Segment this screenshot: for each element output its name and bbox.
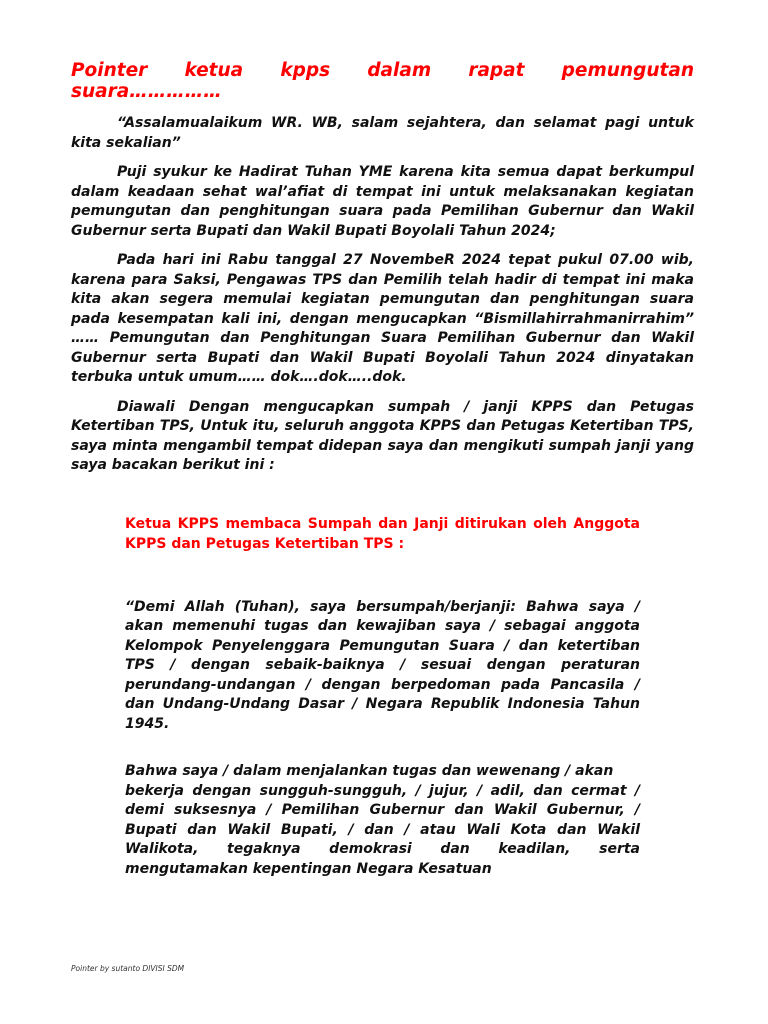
oath-section bbox=[125, 514, 640, 880]
document-page bbox=[71, 60, 694, 879]
oath-paragraph-2 bbox=[125, 762, 640, 879]
opening-paragraph: Pada hari ini Rabu tanggal 27 NovembeR 2024 tepat pukul 07.00 wib, karena para Saksi, Pengawas TPS dan Pemilih telah hadir di tempat ini maka kita akan segera memulai kegiatan pemungutan dan penghitungan suara pada kesempatan kali ini, dengan mengucapkan “Bismillahirrahmanirrahim” …… Pemungutan dan Penghitungan Suara Pemilihan Gubernur dan Wakil Gubernur serta Bupati dan Wakil Bupati Boyolali Tahun 2024 dinyatakan terbuka untuk umum…… dok….dok…..dok. bbox=[71, 252, 694, 385]
document-title: Pointer ketua kpps dalam rapat pemungutan suara…………… bbox=[71, 60, 694, 102]
oath-instruction: Ketua KPPS membaca Sumpah dan Janji ditirukan oleh Anggota KPPS dan Petugas Ketertiban TPS : bbox=[125, 515, 640, 552]
oath-paragraph-2-line-1: Bahwa saya / dalam menjalankan tugas dan wewenang / akan bbox=[125, 763, 614, 779]
gratitude-paragraph: Puji syukur ke Hadirat Tuhan YME karena kita semua dapat berkumpul dalam keadaan sehat wal’afiat di tempat ini untuk melaksanakan kegiatan pemungutan dan penghitungan suara pada Pemilihan Gubernur dan Wakil Gubernur serta Bupati dan Wakil Bupati Boyolali Tahun 2024; bbox=[71, 164, 694, 239]
page-footer: Pointer by sutanto DIVISI SDM bbox=[71, 964, 185, 973]
greeting-paragraph: “Assalamualaikum WR. WB, salam sejahtera, dan selamat pagi untuk kita sekalian” bbox=[71, 115, 694, 151]
oath-intro-paragraph: Diawali Dengan mengucapkan sumpah / janji KPPS dan Petugas Ketertiban TPS, Untuk itu, seluruh anggota KPPS dan Petugas Ketertiban TPS, saya minta mengambil tempat didepan saya dan mengikuti sumpah janji yang saya bacakan berikut ini : bbox=[71, 398, 694, 473]
oath-paragraph-2-line-2: bekerja dengan sungguh-sungguh, / jujur, / adil, dan cermat / demi suksesnya / Pemilihan Gubernur dan Wakil Gubernur, / Bupati dan Wakil Bupati, / dan / atau Wali Kota dan Wakil Walikota, tegaknya demokrasi dan keadilan, serta mengutamakan kepentingan Negara Kesatuan bbox=[125, 782, 640, 877]
oath-paragraph-1: “Demi Allah (Tuhan), saya bersumpah/berjanji: Bahwa saya / akan memenuhi tugas dan kewajiban saya / sebagai anggota Kelompok Penyelenggara Pemungutan Suara / dan ketertiban TPS / dengan sebaik-baiknya / sesuai dengan peraturan perundang-undangan / dengan berpedoman pada Pancasila / dan Undang-Undang Dasar / Negara Republik Indonesia Tahun 1945. bbox=[125, 598, 640, 732]
